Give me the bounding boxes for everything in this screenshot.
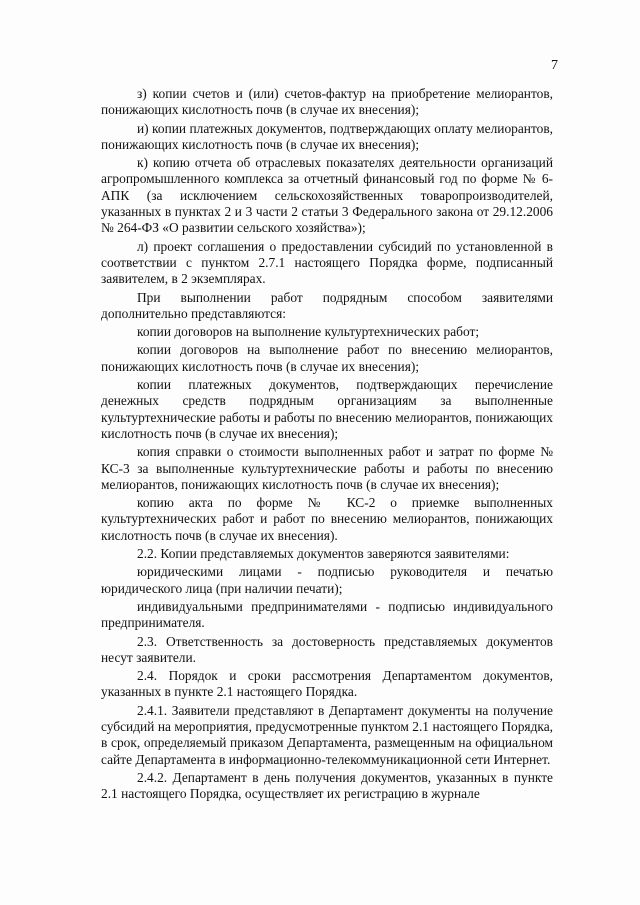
document-body — [101, 86, 553, 802]
paragraph: к) копию отчета об отраслевых показателях деятельности организаций агропромышленного комплекса за отчетный финансовый год по форме № 6-АПК (за исключением сельскохозяйственных товаропроизводителей, указанных в пунктах 2 и 3 части 2 статьи 3 Федерального закона от 29.12.2006 № 264-ФЗ «О развитии сельского хозяйства»); — [101, 155, 553, 236]
paragraph: копии платежных документов, подтверждающих перечисление денежных средств подрядным организациям за выполненные культуртехнические работы и работы по внесению мелиорантов, понижающих кислотность почв (в случае их внесения); — [101, 377, 553, 441]
paragraph: 2.4. Порядок и сроки рассмотрения Департаментом документов, указанных в пункте 2.1 настоящего Порядка. — [101, 668, 553, 700]
paragraph: л) проект соглашения о предоставлении субсидий по установленной в соответствии с пунктом 2.7.1 настоящего Порядка форме, подписанный заявителем, в 2 экземплярах. — [101, 238, 553, 287]
paragraph: копии договоров на выполнение культуртехнических работ; — [137, 324, 480, 340]
paragraph: индивидуальными предпринимателями - подписью индивидуального предпринимателя. — [101, 598, 553, 631]
paragraph: 2.4.1. Заявители представляют в Департамент документы на получение субсидий на мероприятия, предусмотренные пунктом 2.1 настоящего Порядка, в срок, определяемый приказом Департамента, размещенным на официальном сайте Департамента в информационно-телекоммуникационной сети Интернет. — [101, 702, 553, 767]
paragraph: 2.4.2. Департамент в день получения документов, указанных в пункте 2.1 настоящего Порядка, осуществляет их регистрацию в журнале — [101, 769, 553, 802]
paragraph: и) копии платежных документов, подтверждающих оплату мелиорантов, понижающих кислотность почв (в случае их внесения); — [101, 120, 553, 152]
paragraph: з) копии счетов и (или) счетов-фактур на приобретение мелиорантов, понижающих кислотность почв (в случае их внесения); — [101, 86, 553, 118]
page-number: 7 — [551, 58, 558, 73]
paragraph: При выполнении работ подрядным способом заявителями дополнительно представляются: — [101, 289, 553, 321]
paragraph: копия справки о стоимости выполненных работ и затрат по форме № КС-3 за выполненные культуртехнические работы и работы по внесению мелиорантов, понижающих кислотность почв (в случае их внесения); — [101, 444, 553, 492]
paragraph: копии договоров на выполнение работ по внесению мелиорантов, понижающих кислотность почв (в случае их внесения); — [101, 342, 553, 374]
paragraph: 2.2. Копии представляемых документов заверяются заявителями: — [137, 546, 510, 562]
paragraph: копию акта по форме № КС-2 о приемке выполненных культуртехнических работ и работ по внесению мелиорантов, понижающих кислотность почв (в случае их внесения). — [101, 495, 553, 543]
paragraph: 2.3. Ответственность за достоверность представляемых документов несут заявители. — [101, 633, 553, 665]
paragraph: юридическими лицами - подписью руководителя и печатью юридического лица (при наличии печати); — [101, 564, 553, 596]
